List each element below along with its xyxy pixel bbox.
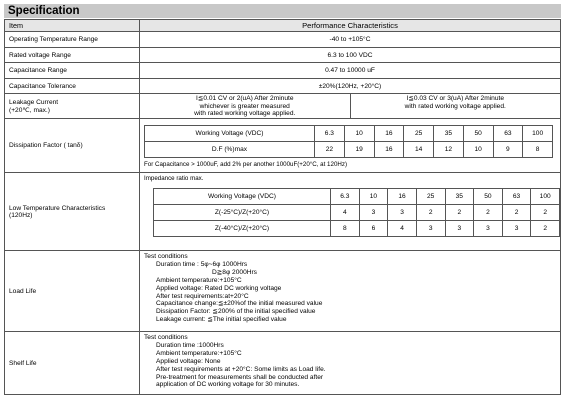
leakage-right-line2: with rated working voltage applied.	[404, 102, 506, 110]
shelflife-line: Test conditions	[144, 334, 188, 341]
voltage-cell: 50	[463, 126, 493, 142]
ratio-cell: 3	[388, 205, 417, 221]
spec-row	[5, 63, 561, 79]
row-label-capacitance: Capacitance Range	[5, 63, 140, 79]
loadlife-line: Ambient temperature:+105°C	[156, 276, 242, 284]
lowtemp-25-row	[154, 205, 560, 221]
voltage-cell: 63	[502, 189, 531, 205]
dissipation-voltage-label: Working Voltage (VDC)	[145, 126, 315, 142]
leakage-label-line2: (+20℃, max.)	[9, 106, 50, 114]
lowtemp-40-label: Z(-40°C)/Z(+20°C)	[154, 221, 331, 237]
lowtemp-25-label: Z(-25°C)/Z(+20°C)	[154, 205, 331, 221]
lowtemp-label-line2: (120Hz)	[9, 211, 33, 219]
row-label-dissipation: Dissipation Factor ( tanδ)	[5, 119, 140, 173]
row-label-tolerance: Capacitance Tolerance	[5, 79, 140, 94]
voltage-cell: 35	[434, 126, 464, 142]
row-value-temperature: -40 to +105°C	[140, 32, 561, 48]
voltage-cell: 25	[404, 126, 434, 142]
leakage-label-line1: Leakage Current	[9, 98, 59, 106]
dissipation-df-label: D.F (%)max	[145, 142, 315, 158]
voltage-cell: 16	[388, 189, 417, 205]
dissipation-note: For Capacitance > 1000uF, add 2% per another 1000uF(+20°C, at 120Hz)	[144, 161, 348, 168]
voltage-cell: 100	[523, 126, 553, 142]
row-label-voltage: Rated voltage Range	[5, 48, 140, 63]
voltage-cell: 10	[359, 189, 388, 205]
row-value-voltage: 6.3 to 100 VDC	[140, 48, 561, 63]
voltage-cell: 63	[493, 126, 523, 142]
ratio-cell: 4	[388, 221, 417, 237]
dissipation-df-row	[145, 142, 553, 158]
loadlife-line: Test conditions	[144, 253, 188, 260]
leakage-left-line3: with rated working voltage applied.	[194, 110, 296, 118]
ratio-cell: 3	[416, 221, 445, 237]
shelflife-row	[5, 332, 561, 395]
spec-table	[4, 19, 561, 395]
ratio-cell: 3	[502, 221, 531, 237]
spec-title: Specification	[4, 4, 561, 18]
leakage-right	[351, 94, 561, 118]
loadlife-line: Leakage current: ≦The initial specified value	[156, 316, 287, 324]
voltage-cell: 25	[416, 189, 445, 205]
voltage-cell: 6.3	[331, 189, 360, 205]
df-cell: 19	[344, 142, 374, 158]
ratio-cell: 3	[445, 221, 474, 237]
leakage-left-line1: I≦0.01 CV or 2(uA) After 2minute	[195, 95, 294, 103]
df-cell: 9	[493, 142, 523, 158]
df-cell: 14	[404, 142, 434, 158]
loadlife-line: Capacitance change:≦±20%of the initial measured value	[156, 300, 323, 308]
voltage-cell: 50	[474, 189, 503, 205]
lowtemp-table	[153, 188, 560, 237]
ratio-cell: 2	[531, 205, 560, 221]
leakage-right-line1: I≦0.03 CV or 3(uA) After 2minute	[406, 95, 504, 103]
df-cell: 22	[315, 142, 345, 158]
row-label-lowtemp	[5, 173, 140, 251]
df-cell: 10	[463, 142, 493, 158]
shelflife-line: After test requirements at +20°C: Some limits as Load life.	[156, 365, 326, 373]
row-label-leakage	[5, 94, 140, 119]
row-value-capacitance: 0.47 to 10000 uF	[140, 63, 561, 79]
loadlife-line: Dissipation Factor: ≦200% of the initial specified value	[156, 308, 316, 316]
shelflife-lines	[144, 334, 556, 389]
ratio-cell: 4	[331, 205, 360, 221]
item-header: Item	[5, 20, 140, 32]
loadlife-values	[140, 251, 561, 332]
ratio-cell: 2	[416, 205, 445, 221]
loadlife-line: Applied voltage: Rated DC working voltage	[156, 284, 282, 292]
spec-row	[5, 79, 561, 94]
loadlife-line: D≧8φ 2000Hrs	[212, 268, 257, 276]
spec-row	[5, 32, 561, 48]
row-label-shelflife: Shelf Life	[5, 332, 140, 395]
dissipation-row	[5, 119, 561, 173]
lowtemp-label-line1: Low Temperature Characteristics	[9, 204, 106, 212]
voltage-cell: 10	[344, 126, 374, 142]
loadlife-line: After test requirements:at+20°C	[156, 292, 249, 300]
df-cell: 12	[434, 142, 464, 158]
leakage-left-line2: whichever is greater measured	[199, 102, 290, 110]
loadlife-lines	[144, 253, 556, 324]
header-row	[5, 20, 561, 32]
shelflife-line: Pre-treatment for measurements shall be conducted after	[156, 373, 324, 381]
voltage-cell: 16	[374, 126, 404, 142]
lowtemp-caption: Impedance ratio max.	[144, 175, 204, 182]
row-label-loadlife: Load Life	[5, 251, 140, 332]
voltage-cell: 35	[445, 189, 474, 205]
ratio-cell: 2	[474, 205, 503, 221]
lowtemp-row	[5, 173, 561, 251]
spec-row	[5, 48, 561, 63]
dissipation-values	[140, 119, 561, 173]
ratio-cell: 3	[359, 205, 388, 221]
ratio-cell: 2	[531, 221, 560, 237]
dissipation-voltage-row	[145, 126, 553, 142]
lowtemp-voltage-label: Working Voltage (VDC)	[154, 189, 331, 205]
voltage-cell: 100	[531, 189, 560, 205]
performance-header: Performance Characteristics	[140, 20, 561, 32]
lowtemp-40-row	[154, 221, 560, 237]
ratio-cell: 2	[502, 205, 531, 221]
leakage-left	[140, 94, 351, 118]
shelflife-line: Applied voltage: None	[156, 357, 221, 365]
df-cell: 16	[374, 142, 404, 158]
ratio-cell: 8	[331, 221, 360, 237]
lowtemp-voltage-row	[154, 189, 560, 205]
shelflife-line: application of DC working voltage for 30 minutes.	[156, 381, 300, 389]
row-value-tolerance: ±20%(120Hz, +20°C)	[140, 79, 561, 94]
ratio-cell: 3	[474, 221, 503, 237]
shelflife-line: Ambient temperature:+105°C	[156, 349, 242, 357]
shelflife-values	[140, 332, 561, 395]
lowtemp-values	[140, 173, 561, 251]
ratio-cell: 2	[445, 205, 474, 221]
voltage-cell: 6.3	[315, 126, 345, 142]
row-label-temperature: Operating Temperature Range	[5, 32, 140, 48]
leakage-row	[5, 94, 561, 119]
loadlife-line: Duration time : 5φ~6φ 1000Hrs	[156, 260, 248, 268]
shelflife-line: Duration time :1000Hrs	[156, 341, 224, 349]
ratio-cell: 6	[359, 221, 388, 237]
df-cell: 8	[523, 142, 553, 158]
dissipation-table	[144, 125, 553, 158]
loadlife-row	[5, 251, 561, 332]
leakage-values	[140, 94, 561, 119]
